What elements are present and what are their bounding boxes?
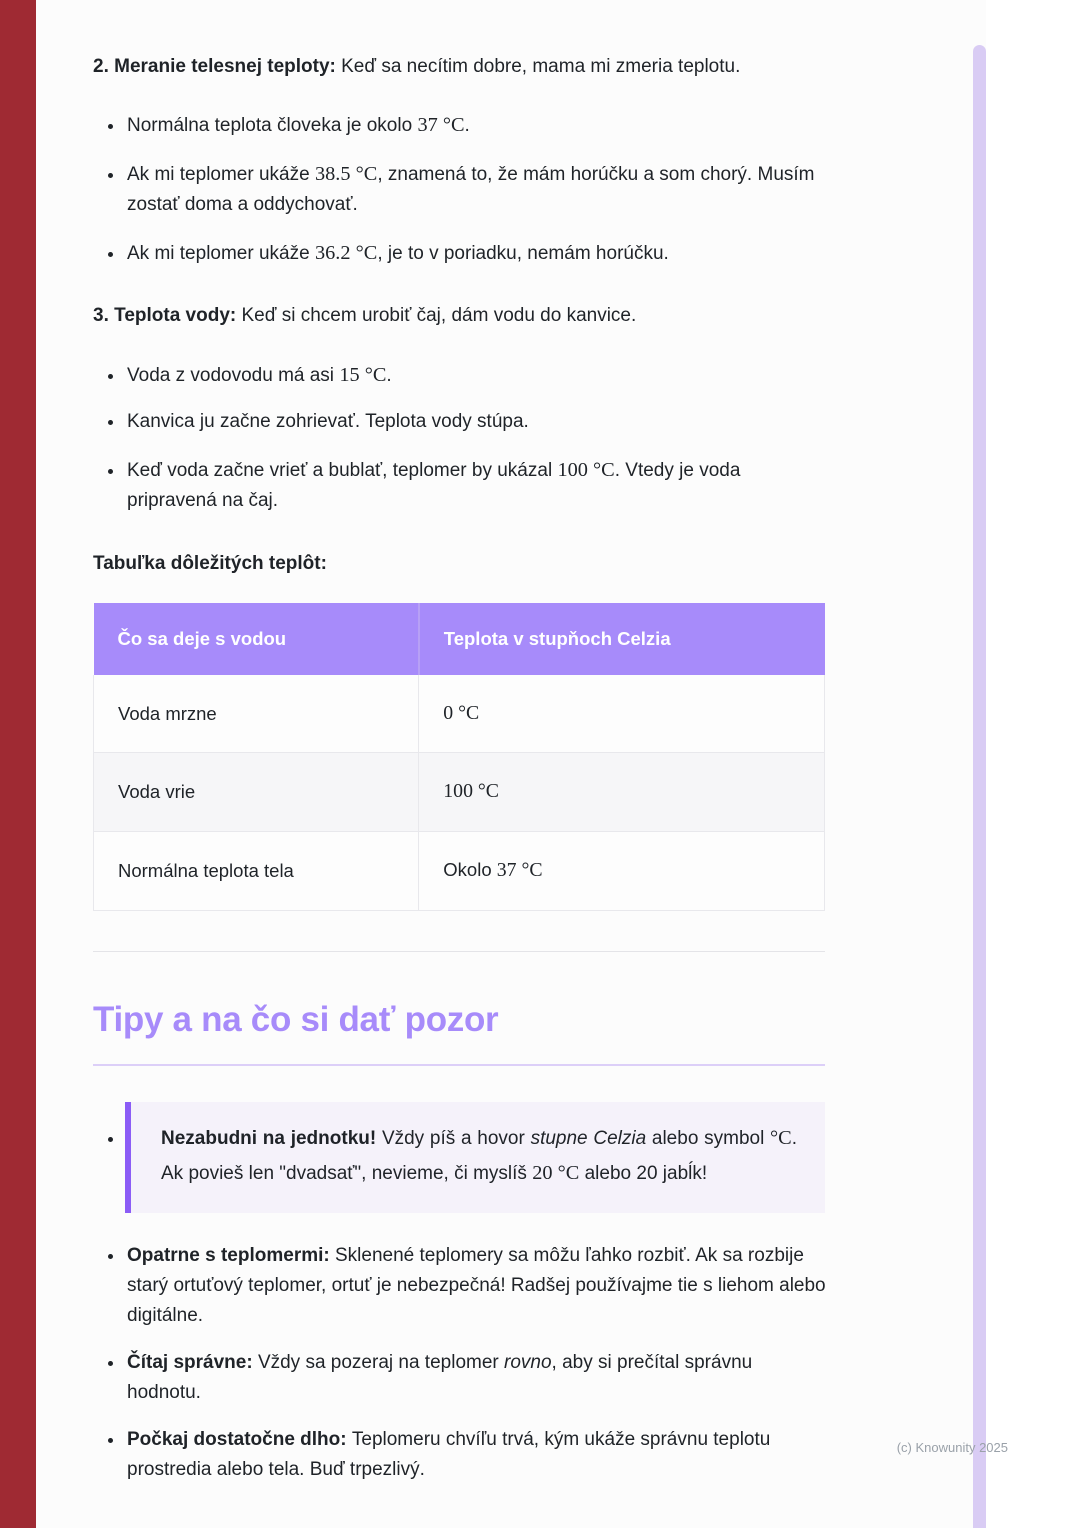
text-segment: Teplomeru chvíľu trvá, kým ukáže správnu teplotu prostredia alebo tela. Buď trpezlivý. xyxy=(127,1428,771,1480)
list-item xyxy=(125,1102,829,1213)
table-header-cell-celsius: Teplota v stupňoch Celzia xyxy=(419,603,825,675)
text-segment: Normálna teplota človeka je okolo xyxy=(127,115,418,137)
text-segment: Sklenené teplomery sa môžu ľahko rozbiť. Ak sa rozbije starý ortuťový teplomer, ortuť je nebezpečná! Radšej používajme tie s liehom alebo digitálne. xyxy=(127,1244,826,1327)
text-segment: alebo symbol xyxy=(646,1127,771,1149)
text-segment: Keď si chcem urobiť čaj, dám vodu do kanvice. xyxy=(236,305,637,327)
note-list xyxy=(93,1102,829,1213)
table-row xyxy=(94,753,825,832)
table-header-row xyxy=(94,603,825,675)
list-item xyxy=(125,237,829,270)
document-content xyxy=(93,52,829,1517)
table-cell-event: Normálna teplota tela xyxy=(94,831,419,910)
text-segment: 37 °C xyxy=(417,114,465,137)
text-segment: Okolo xyxy=(443,858,497,880)
water-temperature-list xyxy=(93,359,829,517)
text-segment: alebo 20 jabĺk! xyxy=(579,1163,708,1185)
text-segment: 38.5 °C xyxy=(314,162,378,185)
text-segment: 100 °C xyxy=(557,458,615,481)
text-segment: 2. Meranie telesnej teploty: xyxy=(93,56,336,77)
table-row xyxy=(94,675,825,753)
text-segment: 37 °C xyxy=(496,858,543,881)
text-segment: Opatrne s teplomermi: xyxy=(127,1244,335,1266)
table-cell-event: Voda vrie xyxy=(94,753,419,832)
table-row xyxy=(94,831,825,910)
list-item xyxy=(125,109,829,142)
scrollbar-thumb[interactable] xyxy=(973,45,986,1528)
table-cell-temperature xyxy=(419,753,825,832)
text-segment: . Ak povieš len "dvadsať", nevieme, či myslíš xyxy=(161,1127,798,1185)
callout-note xyxy=(125,1102,825,1213)
text-segment: Počkaj dostatočne dlho: xyxy=(127,1428,352,1450)
text-segment: rovno xyxy=(504,1351,552,1373)
text-segment: Kanvica ju začne zohrievať. Teplota vody stúpa. xyxy=(127,411,529,433)
text-segment: 36.2 °C xyxy=(314,241,378,264)
list-item xyxy=(125,454,829,517)
text-segment: 0 °C xyxy=(443,701,480,724)
text-segment: , je to v poriadku, nemám horúčku. xyxy=(377,242,669,264)
list-item xyxy=(125,1425,829,1486)
temperature-table xyxy=(93,603,825,911)
text-segment: . Vtedy je voda pripravená na čaj. xyxy=(127,459,741,512)
body-temperature-list xyxy=(93,109,829,269)
text-segment: 100 °C xyxy=(443,780,500,803)
table-cell-temperature xyxy=(419,831,825,910)
list-item xyxy=(125,407,829,437)
section-divider xyxy=(93,951,825,952)
text-segment: °C xyxy=(770,1126,792,1149)
text-segment: Tabuľka dôležitých teplôt: xyxy=(93,552,327,574)
text-segment: Vždy sa pozeraj na teplomer xyxy=(257,1351,505,1373)
table-header xyxy=(94,603,825,675)
section-3-heading xyxy=(93,301,829,331)
text-segment: Keď sa necítim dobre, mama mi zmeria teplotu. xyxy=(335,56,741,77)
list-item xyxy=(125,158,829,221)
text-segment: stupne Celzia xyxy=(530,1127,647,1149)
text-segment: Ak mi teplomer ukáže xyxy=(127,242,315,264)
watermark: (c) Knowunity 2025 xyxy=(896,1440,1008,1455)
table-cell-temperature xyxy=(419,675,825,753)
text-segment: Nezabudni na jednotku! xyxy=(161,1127,382,1149)
table-header-cell-event: Čo sa deje s vodou xyxy=(94,603,419,675)
text-segment: , aby si prečítal správnu hodnotu. xyxy=(127,1351,753,1404)
list-item xyxy=(125,1348,829,1409)
left-accent-bar xyxy=(0,0,36,1528)
list-item xyxy=(125,1241,829,1332)
text-segment: . xyxy=(386,364,392,386)
text-segment: 3. Teplota vody: xyxy=(93,305,237,327)
section-2-heading xyxy=(93,52,829,82)
text-segment: Ak mi teplomer ukáže xyxy=(127,163,315,185)
text-segment: Vždy píš a hovor xyxy=(381,1127,531,1149)
tips-list xyxy=(93,1241,829,1486)
table-cell-event: Voda mrzne xyxy=(94,675,419,753)
text-segment: Keď voda začne vrieť a bublať, teplomer by ukázal xyxy=(127,459,558,481)
text-segment: . xyxy=(464,115,470,137)
list-item xyxy=(125,359,829,392)
text-segment: 15 °C xyxy=(339,363,387,386)
text-segment: , znamená to, že mám horúčku a som chorý. Musím zostať doma a oddychovať. xyxy=(127,163,815,216)
text-segment: Voda z vodovodu má asi xyxy=(127,364,340,386)
right-gutter xyxy=(986,0,1080,1528)
text-segment: 20 °C xyxy=(532,1162,580,1185)
text-segment: Čítaj správne: xyxy=(127,1351,258,1373)
tips-title-underline xyxy=(93,1064,825,1066)
table-caption xyxy=(93,549,829,579)
table-body xyxy=(94,675,825,911)
tips-section-title: Tipy a na čo si dať pozor xyxy=(93,999,499,1039)
